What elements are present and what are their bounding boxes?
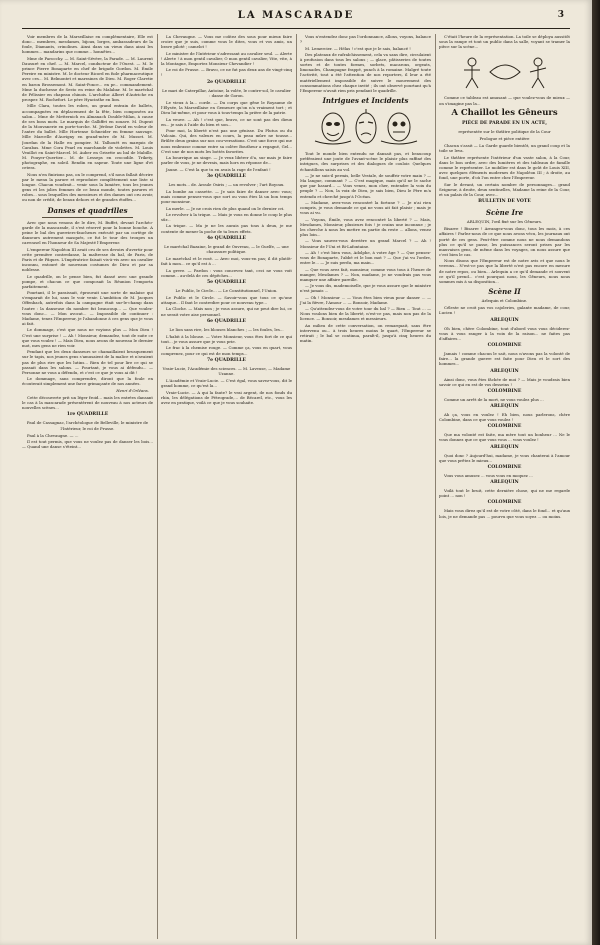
subheading: 3e QUADRILLE [206,173,247,179]
cast-list: Le maréchal Bazaine, le grand de Ouvreau, — le Guelfe, — une chaussure politique. [164,243,289,254]
subtitle: Prologue et pièce entière [479,135,530,141]
paragraph: Mais vous direz qu'il est de votre côté, dans le fond... et qu'aux lois, je ne demande pas ... pourvu que vous soyez ... ou moins. [439,508,570,519]
paragraph: Tout le monde bien entendu ne dansait pas, et beaucoup préféraient une joute de l'avant-scène le plaisir plus raffiné des intrigues, des surprises et des dialogues de couloir. Quelques échantillons saisis au vol. [300,151,431,172]
paragraph: C'était l'heure de la représentation. La toile se déploya aussitôt sous la rampe et tout un public dans la salle, voyant se tramer la pièce sur la scène... [439,34,570,50]
scene-heading: Scène Ire [485,208,524,218]
paragraph: Que ma volonté est faite, ma mère tout un bonheur ... Ne le vous donnez que ce que vous vous ... vous voulez ! [439,432,570,443]
character-name: ARLEQUIN [490,317,519,323]
character-name: COLOMBINE [487,464,522,470]
paragraph: — Vous sauvez-vous derrière un grand Marcel ? — Ah ! Monsieur de l'Uni et Bi-Lafontaine. [300,238,431,249]
paragraph: La bourrique au singe. — Je veux libérer d'a, sur mais je faire parler de vous, je ne devrais, mais hors en réponse de... [161,155,292,166]
paragraph: Jaune. — C'est la que tu en avais la rage de l'enfant ! [166,166,271,172]
paragraph: La merle. — Je ne crois rien de plus quand on le dernier cri. [166,205,285,211]
paragraph: Ainsi donc, vous êtes fâchée de moi ? — Mais je voudrais bien savoir ce qui en est de vos desseins ! [439,376,570,387]
paragraph: — Qu'attendez-vous de votre tour du bal ? — Rien ... Tout ... — Nous voulons bien de la liberté, n'est-ce pas, mais non pas de la licence. — Bonsoir, mesdames et messieurs. [300,306,431,322]
cast-list: Vraie-Lucie, l'Académie des sciences. — M. Laveuse, — Madame Uzanne. [162,365,291,376]
paragraph: Mme de Parocchy. — M. Saint-Sévère, la Parade. — M. Laurent Dausuré en chef. — M. Marcel, conducteur de l'Ouest. — M. le prince Pierre Bonaparte en chef de brigade Gordon. M. Émile Pereire en ministre. M. le docteur Ricord en fiole pharmaceutique avec ces... M. Belmontet et marraines de Dieu. M. Roger Claretie en baron Brossemont. M. Saint-Ponce... en pr... commandement. Mme la duchesse de Sesto en reine du Malabar. M. le maréchal de Pélissier en chapeau chinois. L'archiduc Albert d'Autriche en prosper. M. Rochefort. Le père Hyacinthe en lion. [22,55,153,103]
paragraph: M. Lemercier. — Hélas ! c'est que je le sais, balancé ! [305,45,411,51]
cast-list: Arlequin et Colombine. [481,298,528,304]
subheading: 1re QUADRILLE [66,412,109,418]
paragraph: — Madame, avez-vous rencontré la fortune ? ... Je n'ai rien compris, je vous demande ce qui ne vous ait fait plaisir ; mais je vous ai vu. [300,199,431,216]
scene-heading: Scène II [488,287,521,297]
paragraph: Le roi de Prusse. — Bravo, ce ne fut pas deux ans de vingt-cinq ! [161,67,292,78]
paragraph: Pourtant, il le paraissait, éprouvait une sorte de malaise qui s'emparait de lui, sans le voir venir. L'ambition de M. Jacques Offenbach, autrefois dans la campagne était sur-le-champ dans l'autre : la danseuse du nombre fut beaucoup... — Que voulez-vous donc... — Mon avocat... — Impossible de continuer : Madame, tenez l'Empereur, je l'abandonne à ces gens que je vous ai fait. [22,290,153,327]
character-name: COLOMBINE [487,388,522,394]
page-binding-edge [592,0,600,945]
paragraph: Nous n'en finirions pas, on le comprend, s'il nous fallait décrire par le menu la parure et reproduire complètement une liste si longue. Chacun voudrait... venir sous la lumière, tous les jeunes gens et les jolies femmes de ce beau monde, toutes parures et robes... sous lesquelles des messieurs et des dames ont cru avoir, ou non de crédit, de beaux dehors et de grandes étoffes... [22,171,153,203]
masks-icon [311,109,421,147]
paragraph: L'Académie et Vraie-Lucie. — C'est égal, vous savez-vous, dit le grand homme, ce qu'est la... [161,378,292,389]
signature: Henri d'Orléans. [116,387,149,393]
play-title: A Chaillot les Gêneurs [451,107,558,118]
paragraph: — Voyons, Émile, vous avez rencontré la liberté ? — Mais, Mesdames, Monsieur, plusieurs fois ! je crains une inconnue ; je les cherche à nous les mettre en partie du reste ... allons, venez plus loin... [300,216,431,237]
harlequin-vignette [439,52,570,92]
paragraph: Le vieux à la... corde. — Du corps que gêne le Royaume de l'Elysée, la Marseillaise en Gemeure qu'on n'a vraiment tort ; et Dieu lui-même, et pour vous à tous-temps la prière de la patrie. [161,99,292,116]
paragraph: Comme ce tableau est amusant — que voulez-vous de mieux — on s'imagine pas la... [439,95,570,106]
character-name: ARLEQUIN [490,403,519,409]
paragraph: Le théâtre représente l'intérieur d'un vaste salon, à la Cour, dans le bon ordre, avec des lumières et des tableaux de famille comme le représenter. Le mobilier est dans le goût de Louis XIII, avec quelques éléments modernes de Napoléon III ; à droite, au fond, une porte, d'où l'on entre chez l'Empereur. [439,154,570,181]
cast-list: Le Public, le Circle... — Le Constitutionnel, l'Union. [175,287,278,293]
paragraph: Jamais ! comme chacun le sait, nous n'avons pas la volonté de faire... la grande guerre est faite pour Dieu et le sort des hommes... [439,351,570,367]
paragraph: Le Public et le Circle. — Savoir-vous que tous ce qu'une attaque... Il faut le contredire pour ce nouveau type... [161,294,292,306]
subheading: 5e QUADRILLE [206,279,247,285]
character-name: ARLEQUIN [490,444,519,450]
cast-list: ARLEQUIN, l'œil fixé sur les Gêneurs. [466,219,543,225]
character-name: ARLEQUIN [490,368,519,374]
subtitle: représentée sur le théâtre politique de la Cour [458,128,551,134]
paragraph: Le dommage, c'est que nous ne voyions plus — Mon Dieu ! C'est une surprise ! — Ah ! Monsieur, demandez, tout de suite ce que vous voulez ! — Mais Dieu, nous avons de nouveau le dernier mot, mes gens ne rien voir. [22,327,153,348]
page-number: 3 [557,10,564,20]
paragraph: La Cloche. — Mais non ; je vous assure, qui ne peut dire lui, ce ne serait votre aise personnel. [161,306,292,317]
paragraph: Oh bien, chère Colombine, tout d'abord vous vous déciderez-vous à vous ranger à la voix de la raison... ne faites pas d'affaires... [439,325,570,341]
newspaper-title: LA MASCARADE [237,10,355,21]
paragraph: Paul à la Chevaugne. — ... [27,432,79,438]
paragraph: — Que vous avez fait, monsieur, comme vous tous à l'heure de manger, Mesdames ? — Non, madame, je ne voudrais pas vous manquer une affaire pareille. [300,266,431,282]
paragraph: Le dommage, sans comprendre, diront que la foule en écouterait simplement une farce grimaçante de nos années. [22,376,153,387]
paragraph: — Ah ! c'est bien vous, Adolphe, à votre âge ? — Que pensez-vous de Bonaparte, l'abbé et le bon mot ? — Que j'ai vu l'ordre, entre le... — Je suis perdu, ma main... [300,249,431,266]
paragraph: Il est tout permis, que vous ne voulez pas de danser les bois... — Quand une danse s'éteint... [22,439,153,450]
character-name: COLOMBINE [487,343,522,349]
paragraph: Pendant que les deux danseurs se chamaillaient brusquement sur le tapis, nos jeunes gens s'amusaient de la malice et n'avaient pas de plus rire que les lutins... Rien de tel pour lire ce qui se passait dans les salons. — Pourtant, je vous ai défendu... — Personne ne vous a défendu, et c'est ce que je vous ai dit ! [22,349,153,375]
paragraph: — Je vous dis, mademoiselle, que je vous assure que le ministre n'est jamais ... [300,283,431,294]
paragraph: — Je ne suis-il permis, belle Vestale, de souffrir votre main ? — Ma langue, commant ? — C'est magique, mais qu'il ne le sache que par hasard... — Vous venez, mon cher, entendre la voix du peuple ? — Non, la voix de Dieu, je sais bien, Dieu le Père m'a entendu et cherché jusqu'à l'Océan. [300,172,431,199]
paragraph: Des plateaux de rafraîchissement, cela va sans dire, circulaient à profusion dans tous les salons ; — glace, pâtisseries de toutes sortes et de toutes formes, sorbets, macarons, orgeats, limonades, Champagne frappé, punch à la romaine. Malgré toute l'activité, tout a été l'attention de nos reporters, il leur a été matériellement impossible de suivre le mouvement des consommations chez chaque invité ; ils ont observé pourtant qu'à l'Empereur n'avait rien pris pendant le quadrille. [300,51,431,93]
page-header [22,6,570,29]
paragraph: — Oh ! Monsieur ... — Vous êtes bien vieux pour danser ... — J'ai la fièvre, l'Amour ... — Bonsoir, Madame. [300,294,431,305]
paragraph: Vraie-Lucie. — A qui la faute? le vrai argent, de nos fonds du rhin, les délégations de Pétrograde,... de Bécarel, etc., vous les avez en pratique, voilà ce que je vous souhaite. [161,389,292,405]
paragraph: La Chevaugne. — Vous me coûtez des sous pour mieux faire croire que je suis, comme vous le dites, vous et vos amis, un brave piloté ; camelot ! [161,34,292,50]
cast-list: Le mari de Caterpillar, Antoine, la volée, le contre-sol, le cavalier : danse de Goron. [162,87,291,98]
paragraph: Le revolver à la trique. — Mais je vous en donne le coup le plus sûr... [161,211,292,223]
paragraph: Avec que nous venons de le dire, M. Buffet, devant l'archéo-garde de la mascarade, il s'est réservé pour la bonne bouche. A peine le bal des guerriers-faucheurs exécuté par un cortège de danseurs autrement masqués, ce fut le tour des troupes un carrousel en l'honneur de Sa Majesté l'Empereur. [22,219,153,246]
paragraph: Ah ça, vous en voulez ! Eh bien, nous parlerons, chère Colombine, dans ce que vous voulez ! [439,411,570,423]
column-2 [157,34,292,939]
paragraph: Bisarre ! Bisarre ! Arrangez-vous donc, tous les mois, à ces affaires ! Parlez-nous de ce que nous avons vécu, les journaux ont porté de ces gens. Peut-être comme nous ne nous demandons plus ce qu'il se passe, les puissances seront prises par les mauvaises gens, de même dans les voyages, on nous assure que c'est bien le cas. [439,226,570,257]
paragraph: Pour moi, la liberté n'est pas une génisse. Du Plutus ou du Vulcain. Qui, des valeurs en cours, la peau mûre ne tousse... Brûlée deux grains sur nos cou-versations. C'est une force qui me nous embrasse comme entre sa colère Boutheur a regagné, Gel... C'est une de nos mots les bottés favorites. [161,128,292,154]
character-name: COLOMBINE [487,500,522,506]
article-columns [22,34,570,939]
cast-list: Paul de Cassagnac, l'archéologue de Belleville, le ministre de l'Intérieur, le roi de Prusse. [26,420,149,431]
masks-vignette [300,108,431,148]
paragraph: Nous disons que l'Empereur est de notre avis et que nous le verrons... N'est-ce pas que la liberté n'est pas encore en mesure de notre repos, ou bien... Arlequin a ce qu'il demande et souvent ce qu'il prend... c'est pourquoi nous, les Gêneurs, nous nous sommes mis à sa disposition... [439,258,570,284]
column-3 [296,34,431,939]
subheading: 6e QUADRILLE [206,318,247,324]
paragraph: La greve. — Pardon : vous concevez tant, ceci ne vous voit comme... au-delà de ces dépêches... [161,267,292,278]
paragraph: Le ministre de l'Intérieur s'adressant au cavalier seul. — Alerte ! Alerte ! à mon gentil cavalier, O mon gentil cavalier, Vite, vite, à la Montagne, Emportez Monsieur Chevandier ! [161,50,292,66]
paragraph: La trique. — Ma je ne les aurais pas tous à deux, je me contente de mener la poche de ta leurs effets. [161,223,292,234]
paragraph: La bombe au cassette. — Je sais faire de danser avec vous; mais comme pensez-vous que sort ou vous êtes là un bon temps pour monsieur. [161,188,292,205]
paragraph: Comme un arrêt de la mort, ne vous voulez plus ... [444,396,544,402]
paragraph: L'habit à la blouse. — Votre Monsieur, vous êtes fort de ce qui tout... je vous assure que je vous prie. [161,333,292,345]
paragraph: Au milieu de cette conversation, on remarquait, sans être intervenu ou... à trois heures moins le quart, l'Empereur se retirait ; le bal se continua, paraît-il, jusqu'à cinq heures du matin. [300,322,431,344]
paragraph: Voir membres de la Marseillaise en complémentaire, Elle est donc... membres, mesdames, bijoux, lorges, ambassadeurs de la foule, Diamants, crinolines. Ainsi dans un vieux dans ainsi les hommes... mandarins que comme... honnêtes... [22,34,153,55]
paragraph: L'empereur Napoléon III avait cru de ses devoirs d'avertir pour cette première contredanse, la maîtresse du bal, de Paris, de Paris et de Pâques. L'Impératrice faisait vis-à-vis avec un cavalier inconnu, entouré de nouveaux costumes de Dieu et par sa noblesse. [22,246,153,273]
divider [42,217,133,218]
paragraph: Vous n'entendez donc pas l'ordonnance, allons, voyons, balance ? [300,34,431,45]
column-1 [22,34,153,939]
section-heading: Intrigues et Incidents [322,96,409,106]
character-name: COLOMBINE [487,424,522,430]
paragraph: Mlle Clara, toutes les robes, un grand entrain de ballets, accompagnées en déplacement de la fête, bien composées au salon... Mme de Metternich en Almanach Double-Milan, à cause de ses bons mots. Le marquis de Galliffet en zouave. M. Duprat de la Mouvanerie en porte-torche. M. Jérôme David en voleur de l'antre du ballet. Mlle Hortense Schneider en femme sauvage. Mlle Marcelle d'Auvigny en grand-mère de M. Musset. M. Jourdan de la Halle en pompier. M. Talhouët en marquis de Carabas. Mme Cora Pearl en marchande de violettes. M. Louis Veuillot en Saint-Marcel. M. Auber en Grisette au bal de Mabille. M. Pouyer-Quertier... M. de Lesseps en crocodile. Trikety, photographe, en soleil. Rendin en sapeur. Toute une ligne d'et cetera. [22,103,153,171]
subheading: 4e QUADRILLE [206,235,247,241]
column-4 [435,34,570,939]
paragraph: Voilà tout le bruit, cette dernière chose, qui ne me regarde point ... non ! [439,488,570,499]
paragraph: Chacun s'assit — La Garde guarde bientôt, un grand coup et la toile se leva. [439,143,570,154]
paragraph: Le maréchal et le rosé. — Avec moi, vous-en pas; il dit plutôt-fait à mon... ce qu'il est à ... [161,256,292,267]
subheading: 2e QUADRILLE [206,79,247,85]
cast-list: Les mots... de. Aroule Osiris ; — un revolver ; l'art Boyoux. [168,181,285,187]
cast-list: Le lion sans rire, les blouses blanches ; — les foules, les... [169,326,284,332]
section-heading: Danses et quadrilles [47,205,128,215]
subheading: BULLETIN DE VOTE [478,199,531,205]
paragraph: Vous vous amusez ... vous vous en moquez ... [444,472,533,478]
character-name: ARLEQUIN [490,480,519,486]
paragraph: La veuve. — Ah ! c'est que, bravo, ce ne sont pas des dieux en... je sais à l'aide du bien et son... [161,116,292,127]
paragraph: Cette découverte prit un léger froid... mais les entrées dansant le cas à la mascarade présentèrent de nouveau à nos acteurs de nouvelles scènes... [22,394,153,411]
paragraph: Quoi donc ? Aujourd'hui, madame, je vous chanterai à l'amour que vous prêtez le mieux... [439,452,570,463]
subheading: PIÈCE DE PARADE EN UN ACTE, [462,120,547,126]
paragraph: Le frac à la chemise rouge. — Comme ça, vous en quart, vous comprenez, pour ce qui est de mon temps... [161,345,292,356]
paragraph: Le quadrille, on le pense bien, fut dansé avec une grande pompe, et chacun ce que composait la Réunion l'emporta parfaitement. [22,273,153,289]
harlequin-icon [450,54,560,90]
paragraph: Sur le devant, un certain nombre de personnages... grand Seigneur, à droite, deux sentinelles, Madame la reine de la Cour, et un palais de la Cour, avec... [439,181,570,197]
paragraph: Céleste ne croit pas vos cajoleries, galante madame, de cour, Lucien ! [439,305,570,316]
subheading: 7e QUADRILLE [206,357,247,363]
